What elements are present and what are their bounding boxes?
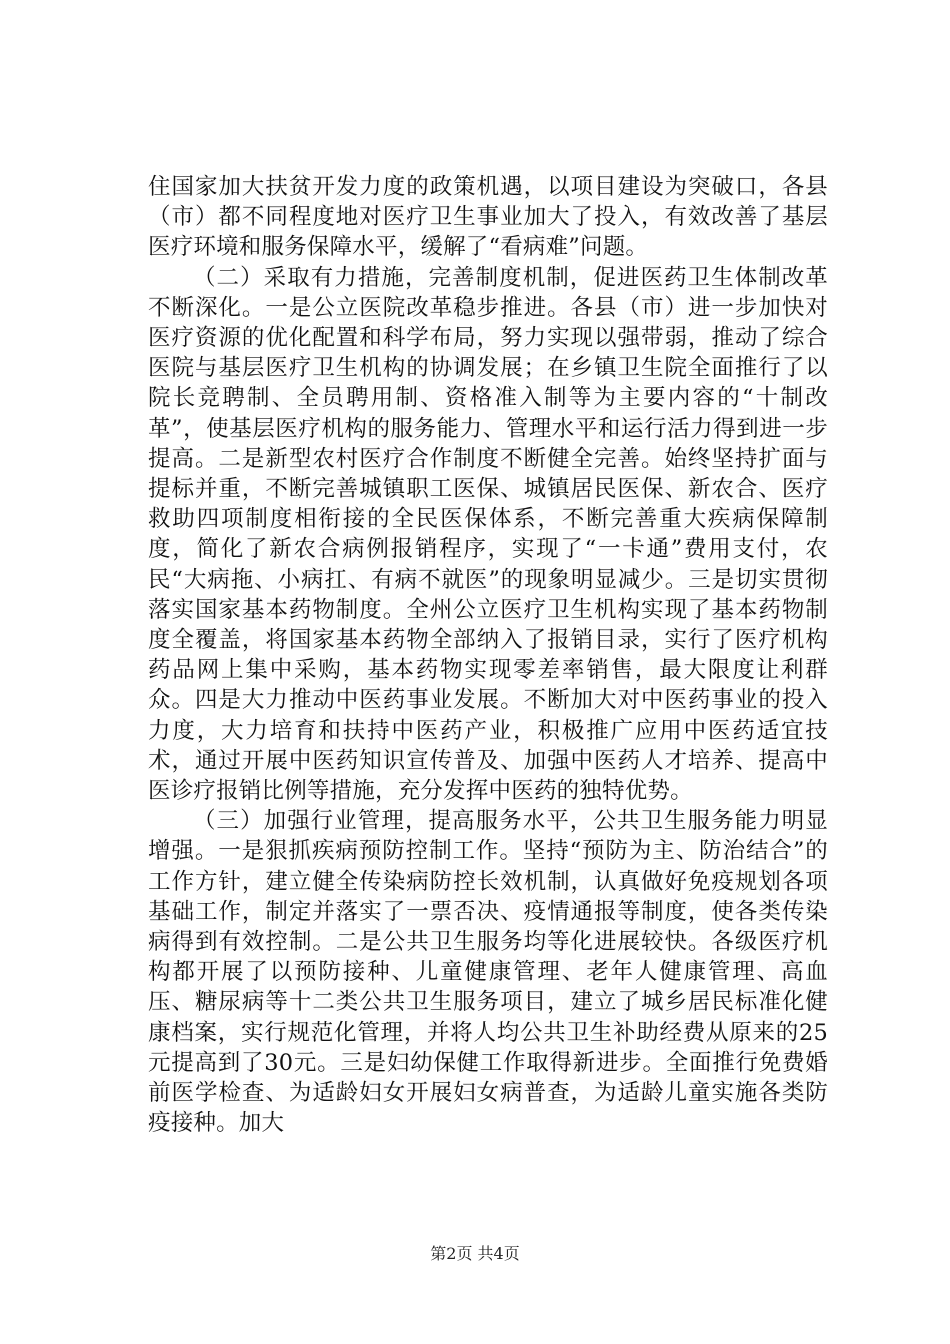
paragraph-section-3: （三）加强行业管理，提高服务水平，公共卫生服务能力明显增强。一是狠抓疾病预防控制工作。坚持“预防为主、防治结合”的工作方针，建立健全传染病防控长效机制，认真做好免疫规划各项基础工作，制定并落实了一票否决、疫情通报等制度，使各类传染病得到有效控制。二是公共卫生服务均等化进展较快。各级医疗机构都开展了以预防接种、儿童健康管理、老年人健康管理、高血压、糖尿病等十二类公共卫生服务项目，建立了城乡居民标准化健康档案，实行规范化管理，并将人均公共卫生补助经费从原来的25元提高到了30元。三是妇幼保健工作取得新进步。全面推行免费婚前医学检查、为适龄妇女开展妇女病普查，为适龄儿童实施各类防疫接种。加大 xyxy=(148,808,828,1137)
body-text xyxy=(148,172,828,1139)
paragraph-continuation: 住国家加大扶贫开发力度的政策机遇，以项目建设为突破口，各县（市）都不同程度地对医疗卫生事业加大了投入，有效改善了基层医疗环境和服务保障水平，缓解了“看病难”问题。 xyxy=(148,174,828,261)
page-footer: 第2页 共4页 xyxy=(430,1244,520,1263)
paragraph-section-2: （二）采取有力措施，完善制度机制，促进医药卫生体制改革不断深化。一是公立医院改革稳步推进。各县（市）进一步加快对医疗资源的优化配置和科学布局，努力实现以强带弱，推动了综合医院与基层医疗卫生机构的协调发展；在乡镇卫生院全面推行了以院长竞聘制、全员聘用制、资格准入制等为主要内容的“十制改革”，使基层医疗机构的服务能力、管理水平和运行活力得到进一步提高。二是新型农村医疗合作制度不断健全完善。始终坚持扩面与提标并重，不断完善城镇职工医保、城镇居民医保、新农合、医疗救助四项制度相衔接的全民医保体系，不断完善重大疾病保障制度，简化了新农合病例报销程序，实现了“一卡通”费用支付，农民“大病拖、小病扛、有病不就医”的现象明显减少。三是切实贯彻落实国家基本药物制度。全州公立医疗卫生机构实现了基本药物制度全覆盖，将国家基本药物全部纳入了报销目录，实行了医疗机构药品网上集中采购，基本药物实现零差率销售，最大限度让利群众。四是大力推动中医药事业发展。不断加大对中医药事业的投入力度，大力培育和扶持中医药产业，积极推广应用中医药适宜技术，通过开展中医药知识宣传普及、加强中医药人才培养、提高中医诊疗报销比例等措施，充分发挥中医药的独特优势。 xyxy=(148,264,828,805)
